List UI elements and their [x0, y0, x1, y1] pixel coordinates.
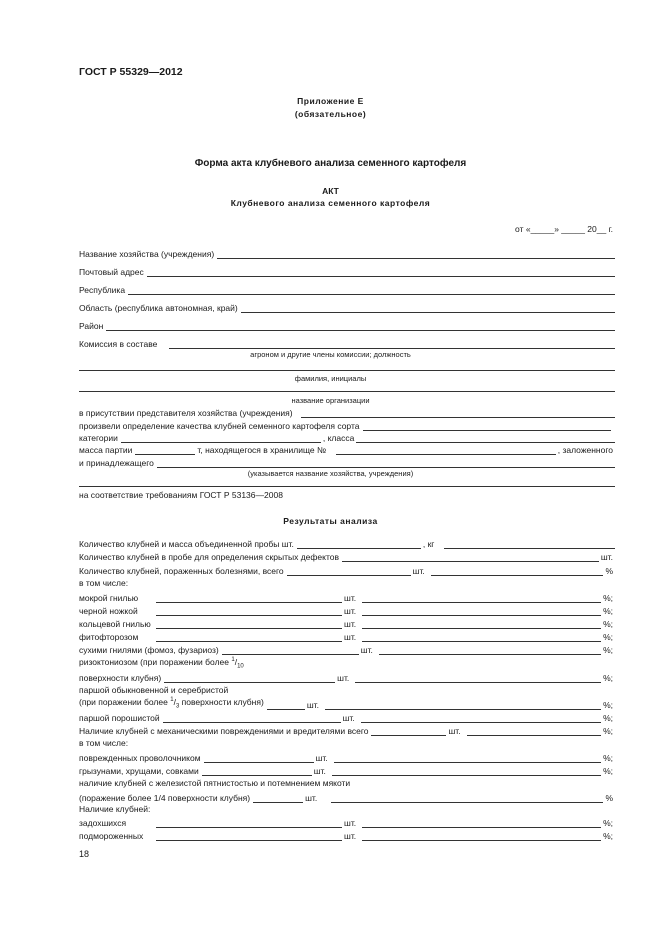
- wet-rot-pct-line[interactable]: [362, 593, 601, 603]
- frozen-pct-line[interactable]: [362, 831, 601, 841]
- variety-label: произвели определение качества клубней семенного картофеля сорта: [79, 421, 360, 431]
- org-hint: название организации: [291, 396, 370, 405]
- iron-label-2: (поражение более 1/4 поверхности клубня): [79, 793, 251, 803]
- commission-line-2[interactable]: [79, 370, 615, 371]
- powdery-pct: %;: [603, 713, 613, 723]
- iron-count-line[interactable]: [253, 793, 303, 803]
- republic-field: [79, 283, 615, 295]
- wet-rot-field: [79, 591, 615, 603]
- rodents-pct-line[interactable]: [332, 766, 601, 776]
- wet-rot-pct: %;: [603, 593, 613, 603]
- post-line[interactable]: [147, 267, 615, 277]
- scab-pct: %;: [603, 700, 613, 710]
- district-field: [79, 319, 615, 331]
- name-hint: фамилия, инициалы: [294, 374, 367, 383]
- class-label: , класса: [322, 433, 355, 443]
- scab-field: [79, 698, 615, 710]
- belonging-field: [79, 456, 615, 468]
- black-leg-count-line[interactable]: [156, 606, 342, 616]
- rhizo-pct-line[interactable]: [355, 673, 601, 683]
- lot-mass-line[interactable]: [135, 445, 195, 455]
- ring-rot-pct: %;: [603, 619, 613, 629]
- diseased-label: Количество клубней, пораженных болезнями, всего: [79, 566, 284, 576]
- commission-label: Комиссия в составе: [79, 339, 158, 349]
- standard-header: ГОСТ Р 55329—2012: [79, 66, 183, 78]
- farm-field: [79, 247, 615, 259]
- rhizo-label-1: ризоктониозом (при поражении более $^1/_{10}$: [79, 657, 244, 670]
- commission-line-3[interactable]: [79, 391, 615, 392]
- dried-pcs: шт.: [344, 818, 357, 828]
- compliance-text: на соответствие требованиям ГОСТ Р 53136—2008: [79, 490, 283, 500]
- rhizo-text: ризоктониозом (при поражении более: [79, 657, 229, 667]
- region-label: Область (республика автономная, край): [79, 303, 238, 313]
- rodents-field: [79, 764, 615, 776]
- iron-pct-line[interactable]: [331, 793, 603, 803]
- rhizo-frac-num: 1: [231, 657, 235, 664]
- dry-rot-field: [79, 643, 615, 655]
- rhizo-pcs: шт.: [337, 673, 350, 683]
- phyto-field: [79, 630, 615, 642]
- category-line[interactable]: [121, 433, 321, 443]
- dried-pct: %;: [603, 818, 613, 828]
- ring-rot-count-line[interactable]: [156, 619, 342, 629]
- iron-label: наличие клубней с железистой пятнистостью и потемнением мякоти: [79, 778, 351, 788]
- ring-rot-pcs: шт.: [344, 619, 357, 629]
- district-label: Район: [79, 321, 104, 331]
- dry-rot-pct: %;: [603, 645, 613, 655]
- republic-line[interactable]: [128, 285, 615, 295]
- rodents-pcs: шт.: [313, 766, 326, 776]
- presence-field: [79, 406, 615, 418]
- mech-pct: %;: [603, 726, 613, 736]
- storage-line[interactable]: [336, 445, 556, 455]
- phyto-count-line[interactable]: [156, 632, 342, 642]
- phyto-pct-line[interactable]: [362, 632, 601, 642]
- mech-pct-line[interactable]: [467, 726, 601, 736]
- rodents-label: грызунами, хрущами, совками: [79, 766, 199, 776]
- belonging-line[interactable]: [157, 458, 615, 468]
- frozen-pcs: шт.: [344, 831, 357, 841]
- dry-rot-count-line[interactable]: [222, 645, 359, 655]
- form-title: Форма акта клубневого анализа семенного картофеля: [194, 158, 467, 169]
- powdery-pct-line[interactable]: [361, 713, 601, 723]
- powdery-count-line[interactable]: [163, 713, 341, 723]
- count-line[interactable]: [297, 539, 421, 549]
- act-subtitle: Клубневого анализа семенного картофеля: [230, 198, 431, 208]
- republic-label: Республика: [79, 285, 126, 295]
- scab-pcs: шт.: [306, 700, 319, 710]
- dry-rot-label: сухими гнилями (фомоз, фузариоз): [79, 645, 219, 655]
- iron-pcs: шт.: [305, 793, 318, 803]
- mass-line[interactable]: [444, 539, 615, 549]
- incl-label: в том числе:: [79, 578, 129, 588]
- lot-unit: т, находящегося в хранилище №: [197, 445, 327, 455]
- phyto-label: фитофторозом: [79, 632, 139, 642]
- powdery-label: паршой порошистой: [79, 713, 160, 723]
- diseased-field: [79, 564, 615, 576]
- hidden-pcs: шт.: [600, 552, 613, 562]
- farm-line-2[interactable]: [79, 486, 615, 487]
- lot-field: [79, 443, 615, 455]
- results-title: Результаты анализа: [283, 516, 378, 526]
- black-leg-label: черной ножкой: [79, 606, 138, 616]
- black-leg-pcs: шт.: [344, 606, 357, 616]
- ring-rot-field: [79, 617, 615, 629]
- post-field: [79, 265, 615, 277]
- scab-text-b: поверхности клубня): [181, 697, 264, 708]
- wireworm-pcs: шт.: [315, 753, 328, 763]
- date-line: от «_____» _____ 20__ г.: [515, 224, 613, 234]
- dried-count-line[interactable]: [156, 818, 342, 828]
- appendix-title: Приложение Е: [297, 96, 364, 106]
- dry-rot-pcs: шт.: [360, 645, 373, 655]
- mech-pcs: шт.: [448, 726, 461, 736]
- page-number: 18: [79, 849, 90, 859]
- powdery-pcs: шт.: [342, 713, 355, 723]
- dried-field: [79, 816, 615, 828]
- black-leg-field: [79, 604, 615, 616]
- wet-rot-pcs: шт.: [344, 593, 357, 603]
- class-line[interactable]: [356, 433, 615, 443]
- variety-field: [79, 419, 615, 431]
- region-field: [79, 301, 615, 313]
- hidden-field: [79, 550, 615, 562]
- presence-label: в присутствии представителя хозяйства (учреждения): [79, 408, 293, 418]
- commission-line[interactable]: [169, 339, 615, 349]
- wet-rot-label: мокрой гнилью: [79, 593, 139, 603]
- kg-label: , кг: [422, 539, 435, 549]
- appendix-status: (обязательное): [294, 109, 367, 119]
- rhizo-field: [79, 671, 615, 683]
- lot-label: масса партии: [79, 445, 133, 455]
- hidden-line[interactable]: [342, 552, 599, 562]
- act-title: АКТ: [322, 186, 339, 196]
- diseased-pcs: шт.: [412, 566, 425, 576]
- frozen-label: подмороженных: [79, 831, 144, 841]
- mech-label: Наличие клубней с механическими повреждениями и вредителями всего: [79, 726, 369, 736]
- wireworm-pct-line[interactable]: [334, 753, 601, 763]
- scab-pct-line[interactable]: [325, 700, 601, 710]
- scab-count-line[interactable]: [267, 700, 305, 710]
- presence-label-2: Наличие клубней:: [79, 804, 151, 814]
- count-mass-field: [79, 537, 615, 549]
- diseased-count-line[interactable]: [287, 566, 411, 576]
- wireworm-count-line[interactable]: [204, 753, 314, 763]
- dry-rot-pct-line[interactable]: [379, 645, 601, 655]
- wireworm-pct: %;: [603, 753, 613, 763]
- rhizo-label-2: поверхности клубня): [79, 673, 162, 683]
- powdery-field: [79, 711, 615, 723]
- post-label: Почтовый адрес: [79, 267, 144, 277]
- black-leg-pct-line[interactable]: [362, 606, 601, 616]
- incl2-label: в том числе:: [79, 738, 129, 748]
- farm-line[interactable]: [217, 249, 615, 259]
- variety-line[interactable]: [363, 421, 612, 431]
- wet-rot-count-line[interactable]: [156, 593, 342, 603]
- wireworm-field: [79, 751, 615, 763]
- ring-rot-label: кольцевой гнилью: [79, 619, 151, 629]
- mech-field: [79, 724, 615, 736]
- farm-hint: (указывается название хозяйства, учреждения): [247, 469, 414, 478]
- iron-pct: %: [605, 793, 613, 803]
- scab-label: паршой обыкновенной и серебристой: [79, 685, 229, 695]
- dried-label: задохшихся: [79, 818, 127, 828]
- dried-pct-line[interactable]: [362, 818, 601, 828]
- rhizo-frac-den: 10: [237, 663, 244, 670]
- iron-field: [79, 791, 615, 803]
- district-line[interactable]: [106, 321, 615, 331]
- scab-label-2: (при поражении более $^1/_3$ поверхности клубня): [79, 697, 264, 710]
- scab-text-a: (при поражении более: [79, 697, 168, 708]
- scab-frac-den: 3: [175, 704, 180, 710]
- black-leg-pct: %;: [603, 606, 613, 616]
- scab-frac-num: 1: [170, 697, 174, 704]
- frozen-count-line[interactable]: [156, 831, 342, 841]
- presence-line[interactable]: [301, 408, 615, 418]
- region-line[interactable]: [241, 303, 615, 313]
- mech-count-line[interactable]: [371, 726, 446, 736]
- category-field: [79, 431, 615, 443]
- phyto-pct: %;: [603, 632, 613, 642]
- belonging-label: и принадлежащего: [79, 458, 154, 468]
- frozen-pct: %;: [603, 831, 613, 841]
- ring-rot-pct-line[interactable]: [362, 619, 601, 629]
- rodents-count-line[interactable]: [202, 766, 312, 776]
- rhizo-count-line[interactable]: [164, 673, 335, 683]
- rhizo-pct: %;: [603, 673, 613, 683]
- commission-hint: агроном и другие члены комиссии; должность: [250, 350, 411, 359]
- diseased-pct: %: [605, 566, 613, 576]
- category-label: категории: [79, 433, 118, 443]
- phyto-pcs: шт.: [344, 632, 357, 642]
- hidden-label: Количество клубней в пробе для определения скрытых дефектов: [79, 552, 339, 562]
- laid-label: , заложенного: [557, 445, 613, 455]
- wireworm-label: поврежденных проволочником: [79, 753, 201, 763]
- diseased-pct-line[interactable]: [431, 566, 604, 576]
- rodents-pct: %;: [603, 766, 613, 776]
- farm-label: Название хозяйства (учреждения): [79, 249, 215, 259]
- commission-field: [79, 337, 615, 349]
- frozen-field: [79, 829, 615, 841]
- count-mass-label: Количество клубней и масса объединенной пробы шт.: [79, 539, 294, 549]
